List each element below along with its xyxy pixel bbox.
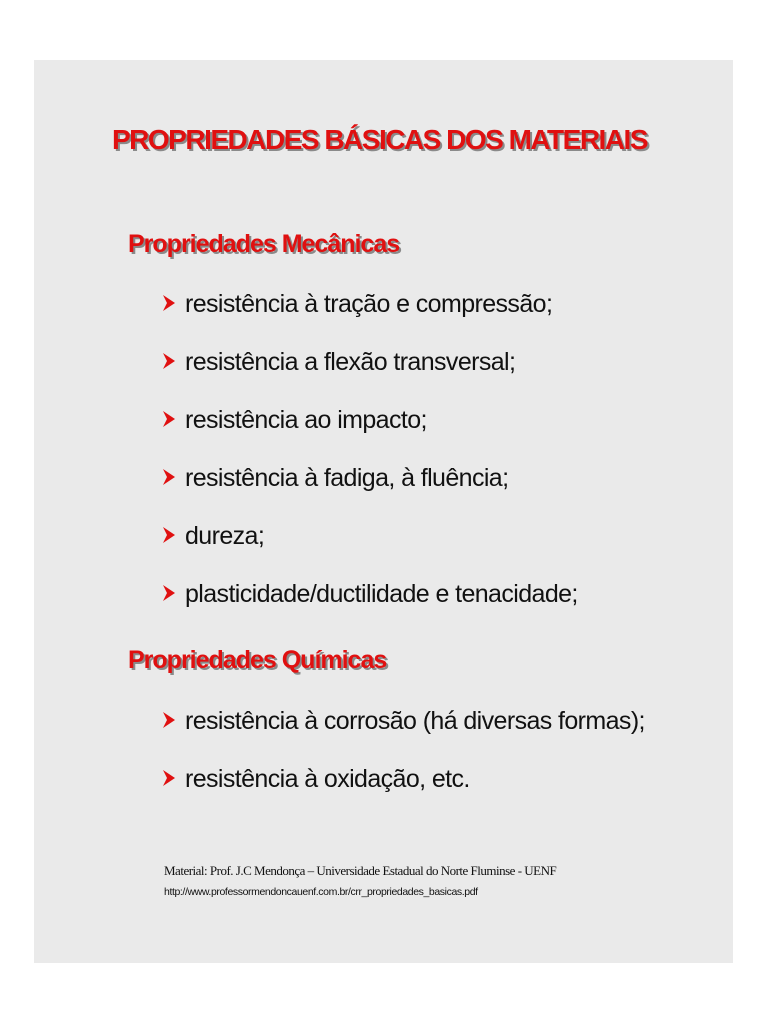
arrowhead-right-icon — [162, 711, 176, 729]
arrowhead-right-icon — [162, 769, 176, 787]
arrowhead-right-icon — [162, 584, 176, 602]
arrowhead-right-icon — [162, 468, 176, 486]
slide-title: PROPRIEDADES BÁSICAS DOS MATERIAIS — [112, 124, 647, 155]
list-item — [162, 507, 578, 565]
list-item-text: resistência ao impacto; — [185, 405, 427, 434]
list-item — [162, 449, 578, 507]
slide — [34, 60, 733, 963]
list-item-text: resistência à tração e compressão; — [185, 289, 553, 318]
arrowhead-right-icon — [162, 526, 176, 544]
slide-footer — [164, 860, 556, 902]
list-item-text: resistência à fadiga, à fluência; — [185, 463, 509, 492]
list-item-text: plasticidade/ductilidade e tenacidade; — [185, 579, 578, 608]
footer-credit: Material: Prof. J.C Mendonça – Universidade Estadual do Norte Fluminse - UENF — [164, 863, 557, 878]
list-item — [162, 692, 645, 750]
list-item-text: resistência a flexão transversal; — [185, 347, 516, 376]
footer-url: http://www.professormendoncauenf.com.br/crr_propriedades_basicas.pdf — [164, 886, 478, 898]
arrowhead-right-icon — [162, 352, 176, 370]
list-item — [162, 275, 578, 333]
arrowhead-right-icon — [162, 294, 176, 312]
list-item — [162, 565, 578, 623]
list-item — [162, 333, 578, 391]
chemical-properties-list — [162, 692, 645, 808]
mechanical-properties-list — [162, 275, 578, 623]
section-heading-chemical: Propriedades Químicas — [128, 646, 387, 674]
list-item-text: resistência à corrosão (há diversas formas); — [185, 706, 645, 735]
list-item — [162, 750, 645, 808]
list-item-text: resistência à oxidação, etc. — [185, 764, 470, 793]
list-item-text: dureza; — [185, 521, 265, 550]
arrowhead-right-icon — [162, 410, 176, 428]
list-item — [162, 391, 578, 449]
section-heading-mechanical: Propriedades Mecânicas — [128, 230, 400, 258]
